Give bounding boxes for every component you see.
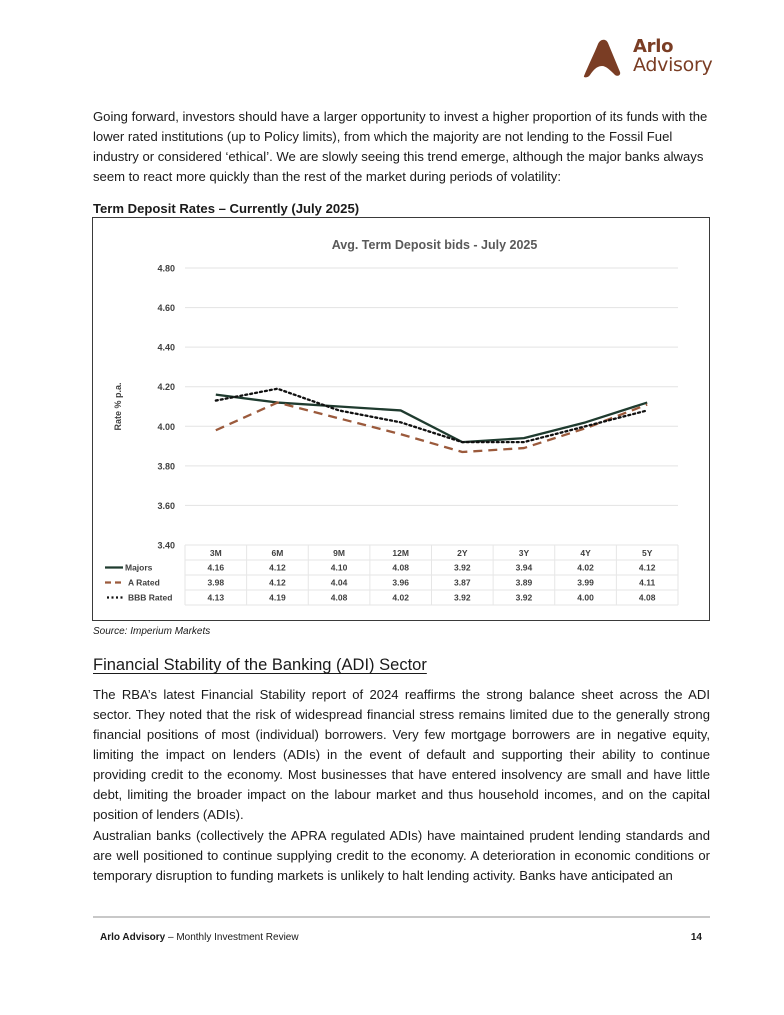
data-label: 4.02 (392, 592, 409, 603)
logo-mark-icon (584, 40, 620, 78)
x-category-label: 9M (333, 548, 345, 558)
x-category-label: 5Y (641, 548, 653, 558)
data-label: 4.13 (207, 592, 225, 603)
data-label: 4.19 (269, 592, 286, 603)
page-number: 14 (690, 932, 702, 943)
logo-line-2: Advisory (633, 54, 713, 76)
legend-label: A Rated (128, 577, 160, 588)
y-tick-label: 4.20 (157, 382, 175, 393)
data-label: 4.16 (207, 562, 225, 573)
y-tick-label: 4.40 (157, 342, 175, 353)
y-tick-label: 3.40 (157, 540, 175, 551)
y-tick-label: 3.80 (157, 461, 175, 472)
footer-brand: Arlo Advisory (100, 932, 166, 943)
y-tick-label: 4.00 (157, 421, 175, 432)
y-tick-label: 3.60 (157, 500, 175, 511)
legend-label: Majors (125, 562, 153, 573)
paragraph-stability: The RBA’s latest Financial Stability report of 2024 reaffirms the strong balance sheet across the ADI sector. They noted that the risk of widespread financial stress remains limited due to the generally strong financial positions of most (individual) borrowers. Very few mortgage borrowers are in negative equity, limiting the impact on lenders (ADIs) in the event of default and supporting their ability to continue providing credit to the economy. Most businesses that have entered insolvency are small and have little debt, limiting the broader impact on the labour market and thus household incomes, and on the capital position of lenders (ADIs). (93, 687, 710, 822)
data-label: 4.12 (638, 562, 656, 573)
logo-wordmark (633, 38, 712, 75)
y-axis-label: Rate % p.a. (113, 382, 123, 431)
intro-paragraph: Going forward, investors should have a larger opportunity to invest a higher proportion of its funds with the lower rated institutions (up to Policy limits), from which the majority are not lending to the Fossil Fuel industry or considered ‘ethical’. We are slowly seeing this trend emerge, although the major banks always seem to react more quickly than the rest of the market during periods of volatility: (93, 109, 708, 184)
data-label: 4.08 (638, 592, 656, 603)
x-category-label: 6M (271, 548, 284, 558)
data-label: 3.99 (577, 577, 594, 588)
data-label: 3.96 (392, 577, 409, 588)
data-label: 4.08 (330, 592, 348, 603)
footer-title (100, 932, 299, 943)
x-category-label: 12M (392, 548, 409, 558)
data-label: 4.00 (577, 592, 594, 603)
series-line-majors (216, 395, 647, 442)
data-label: 3.92 (515, 592, 533, 603)
x-category-label: 3Y (518, 548, 530, 558)
data-label: 3.94 (515, 562, 533, 573)
x-category-label: 4Y (580, 548, 591, 558)
x-category-label: 2Y (457, 548, 468, 558)
data-label: 4.08 (392, 562, 409, 573)
term-deposit-chart (93, 218, 709, 620)
data-label: 4.02 (577, 562, 594, 573)
series-line-bbb-rated (216, 389, 647, 442)
data-label: 4.10 (330, 562, 348, 573)
data-label: 3.92 (454, 562, 471, 573)
logo-line-1: Arlo (633, 36, 674, 57)
y-tick-label: 4.80 (157, 263, 175, 274)
x-category-label: 3M (209, 548, 222, 558)
source-note: Source: Imperium Markets (93, 626, 211, 637)
y-tick-label: 4.60 (157, 303, 175, 314)
paragraph-banks: Australian banks (collectively the APRA regulated ADIs) have maintained prudent lending standards and are well positioned to continue supplying credit to the economy. A deterioration in economic conditions or temporary disruption to funding markets is unlikely to halt lending activity. Banks have anticipated an (93, 828, 710, 883)
data-label: 3.89 (515, 577, 533, 588)
section-heading: Financial Stability of the Banking (ADI) Sector (93, 656, 427, 674)
footer-suffix: – Monthly Investment Review (165, 932, 299, 943)
data-label: 4.04 (330, 577, 348, 588)
chart-title: Avg. Term Deposit bids - July 2025 (331, 238, 538, 252)
data-label: 3.92 (454, 592, 471, 603)
data-label: 3.98 (207, 577, 225, 588)
data-label: 4.12 (269, 562, 286, 573)
legend-label: BBB Rated (128, 592, 173, 603)
chart-heading: Term Deposit Rates – Currently (July 2025) (93, 201, 360, 216)
chart-frame (92, 217, 710, 621)
footer-divider (93, 916, 710, 918)
data-label: 3.87 (454, 577, 471, 588)
data-label: 4.11 (639, 577, 656, 588)
data-label: 4.12 (269, 577, 286, 588)
